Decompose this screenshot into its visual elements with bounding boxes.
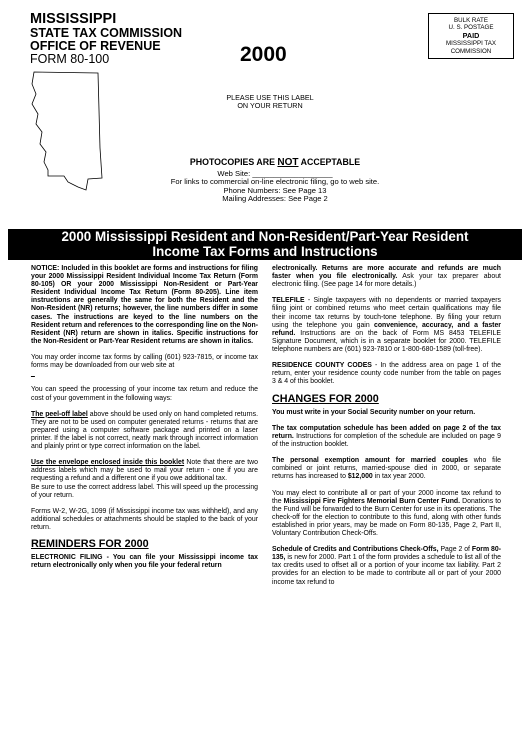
photocopy-warning <box>150 157 400 168</box>
website-line: Web Site: ___________________ <box>217 169 333 178</box>
exemption-end: in tax year 2000. <box>372 473 426 481</box>
stamp-line4: MISSISSIPPI TAX <box>446 40 496 48</box>
exemption-amount: $12,000 <box>347 473 373 481</box>
order-forms-paragraph <box>31 354 258 378</box>
county-codes-paragraph <box>272 362 501 386</box>
fire-text-b: Donations to the Fund will be forwarded to the Burn Center for use in its operations. The check-off for the election to contribute to this fund, along with other funds established in prior years, may be made on Form 80-135, Page 2, Part II, Voluntary Contribution Check-Offs. <box>272 497 502 537</box>
peel-label-heading: The peel-off label <box>31 410 88 418</box>
computation-text: Instructions for completion of the schedule are included on page 9 of the instruction booklet. <box>272 432 501 448</box>
efile-line: For links to commercial on-line electronic filing, go to web site. <box>170 177 380 187</box>
county-codes-body: - In the address area on page 1 of the return, enter your residence county code number from the table on pages 3 & 4 of this booklet. <box>272 362 501 386</box>
peel-label-paragraph <box>31 411 258 451</box>
exemption-paragraph <box>272 457 501 481</box>
stamp-line2: U. S. POSTAGE <box>448 24 494 32</box>
w2-paragraph: Forms W-2, W-2G, 1099 (if Mississippi income tax was withheld), and any additional schedules or attachments should be stapled to the back of your return. <box>31 507 258 531</box>
telefile-paragraph <box>272 297 501 354</box>
phone-line: Phone Numbers: See Page 13 <box>223 185 327 195</box>
exemption-bold: The personal exemption amount for married couples <box>272 457 468 465</box>
form-number: FORM 80-100 <box>30 52 110 66</box>
credits-text-a: Page 2 of <box>438 546 472 554</box>
telefile-body: - Single taxpayers with no dependents or married taxpayers filing joint or combined returns who meet certain qualifications may file their income tax returns by touch-tone telephone. By filing your return using the telephone you gain <box>272 297 501 329</box>
stamp-line1: BULK RATE <box>454 17 488 24</box>
changes-heading: CHANGES FOR 2000 <box>272 392 379 405</box>
title-line1: 2000 Mississippi Resident and Non-Resident/Part-Year Resident <box>61 229 469 244</box>
envelope-heading: Use the envelope enclosed inside this booklet <box>31 459 185 467</box>
postage-stamp <box>428 13 514 59</box>
photocopy-not: NOT <box>277 157 299 168</box>
peel-label-body: above should be used only on hand completed returns. They are not to be used on computer generated returns - returns that are prepared using a computer software package and printed on a laser printer. If the label is not correct, neatly mark through incorrect information and plainly print or type correct information on the label. <box>31 410 258 451</box>
envelope-body: Note that there are two address labels which may be used to mail your return - one if you are requesting a refund and a different one if you owe additional tax. <box>31 459 258 483</box>
title-line2: Income Tax Forms and Instructions <box>152 243 378 259</box>
notice-paragraph: NOTICE: Included in this booklet are forms and instructions for filing your 2000 Mississippi Resident Individual Income Tax Return (Form 80-105) OR your 2000 Mississippi Non-Resident or Part-Year Resident Individual Income Tax Return (Form 80-205). Line item instructions are generally the same for both the Resident and the Non-Resident (NR) returns; however, the line numbers differ in some cases. The instructions are keyed to the line numbers on the Resident return and references to the corresponding line on the Non-Resident (NR) return are shown in italics. Specific instructions for the Non-Resident or Part-Year Resident returns are shown in italics. <box>31 265 258 345</box>
label-notice-line1: PLEASE USE THIS LABEL <box>226 93 314 102</box>
efiling-cont-bold: electronically. Returns are more accurate and refunds are much faster when you file electronically. <box>272 265 501 281</box>
agency-line1: STATE TAX COMMISSION <box>30 26 183 40</box>
telefile-bold: convenience, accuracy, and a faster refund. <box>272 321 501 337</box>
photocopy-prefix: PHOTOCOPIES ARE <box>189 157 278 167</box>
computation-bold: The tax computation schedule has been added on page 2 of the tax return. <box>272 424 501 440</box>
credits-bold: Schedule of Credits and Contributions Check-Offs, <box>272 546 439 554</box>
agency-line2: OFFICE OF REVENUE <box>30 39 161 53</box>
fire-bold: Mississippi Fire Fighters Memorial Burn Center Fund. <box>283 497 461 505</box>
county-codes-heading: RESIDENCE COUNTY CODES <box>272 362 372 370</box>
envelope-paragraph <box>31 459 258 499</box>
credits-text-b: is new for 2000. Part 1 of the form provides a schedule to list all of the tax credits used to offset all or a portion of your income tax liability. Part 2 provides for an election to be made to contribute all or part of your 2000 income tax refund to <box>272 554 501 586</box>
credits-bold2: Form 80-135, <box>272 546 501 562</box>
credits-paragraph <box>272 546 501 586</box>
envelope-body2: Be sure to use the correct address label. This will speed up the processing of your return. <box>31 483 259 499</box>
photocopy-suffix: ACCEPTABLE <box>298 157 361 167</box>
title-bar <box>8 229 522 260</box>
right-column <box>272 265 501 595</box>
form-year: 2000 <box>240 43 287 66</box>
efiling-continued <box>272 265 501 289</box>
speed-paragraph: You can speed the processing of your income tax return and reduce the cost of your government in the following ways: <box>31 386 258 402</box>
efiling-paragraph: ELECTRONIC FILING - You can file your Mississippi income tax return electronically only when you file your federal return <box>31 554 258 570</box>
ssn-paragraph: You must write in your Social Security number on your return. <box>272 408 476 416</box>
contact-info <box>120 170 430 204</box>
fire-fighters-paragraph <box>272 490 501 539</box>
telefile-body2: Instructions are on the back of Form MS 8453 TELEFILE Signature Document, which is in a separate booklet for 2000. TELEFILE telephone numbers are (601) 923-7810 or 1-800-680-1589 (toll-free). <box>272 329 501 353</box>
mailing-line: Mailing Addresses: See Page 2 <box>222 194 328 204</box>
stamp-line5: COMMISSION <box>450 47 492 55</box>
stamp-line3: PAID <box>462 30 480 40</box>
website-link[interactable]: _ <box>31 370 35 378</box>
order-forms-text: You may order income tax forms by calling (601) 923-7815, or income tax forms may be downloaded from our web site at <box>31 354 258 370</box>
reminders-heading: REMINDERS FOR 2000 <box>31 538 149 551</box>
label-notice-line2: ON YOUR RETURN <box>237 101 303 111</box>
telefile-heading: TELEFILE <box>272 297 305 305</box>
left-column <box>31 265 258 579</box>
label-notice <box>210 94 330 111</box>
exemption-text: who file combined or joint returns, married-spouse died in 2000, or separate returns has increased to <box>272 457 501 481</box>
fire-text-a: You may elect to contribute all or part of your 2000 income tax refund to the <box>272 489 501 505</box>
state-name: MISSISSIPPI <box>30 11 117 27</box>
computation-paragraph <box>272 425 501 449</box>
mississippi-map-icon <box>28 70 108 194</box>
efiling-cont-text: Ask your tax preparer about electronic filing. (See page 14 for more details.) <box>272 273 501 289</box>
